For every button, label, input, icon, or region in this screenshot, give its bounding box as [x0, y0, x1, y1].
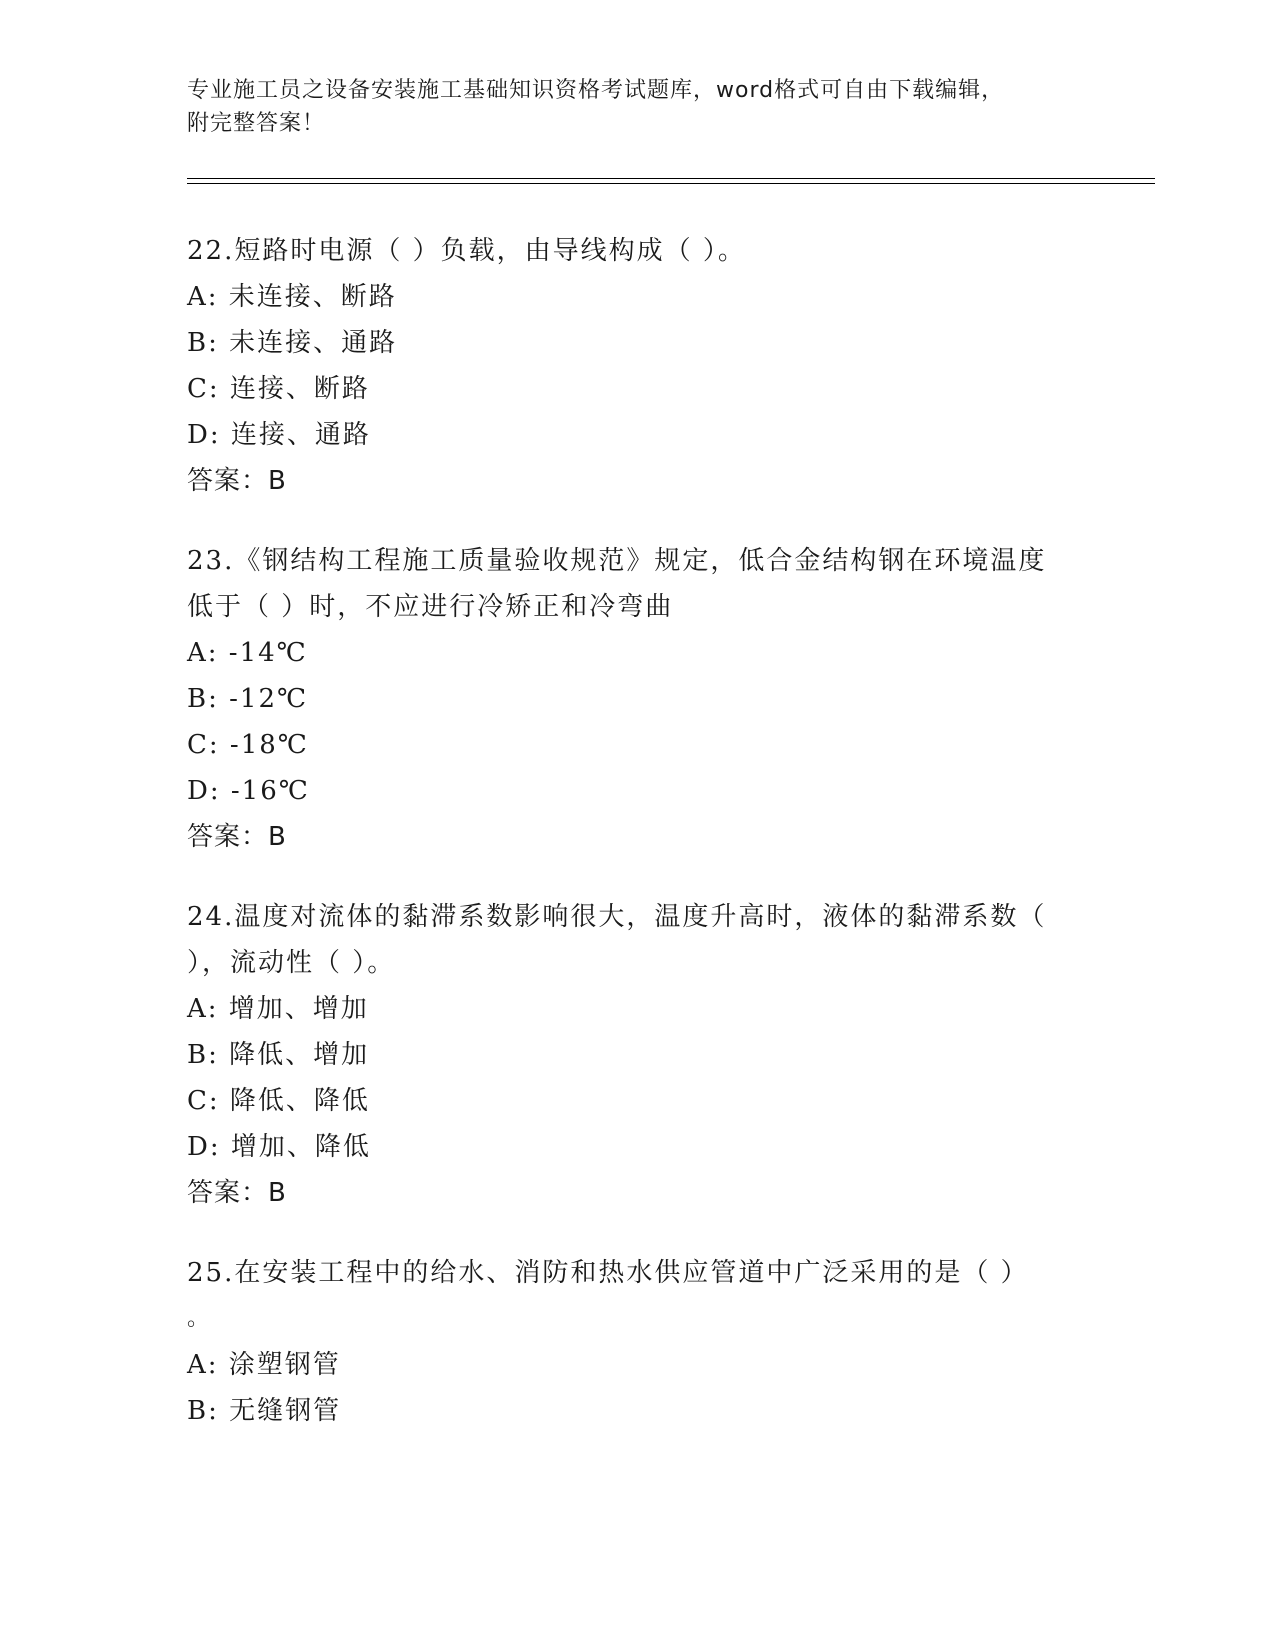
option-a: A: 增加、增加 [187, 994, 369, 1024]
option-b: B: 降低、增加 [187, 1040, 370, 1070]
question-24 [187, 894, 1087, 1216]
question-stem: 22.短路时电源（ ）负载，由导线构成（ ）。 [187, 236, 746, 266]
answer: 答案：B [187, 1178, 287, 1208]
option-a: A: 未连接、断路 [187, 282, 397, 312]
option-b: B: -12℃ [187, 684, 309, 714]
option-c: C: 连接、断路 [187, 374, 370, 404]
answer: 答案：B [187, 466, 287, 496]
question-22 [187, 228, 1087, 504]
option-b: B: 无缝钢管 [187, 1396, 342, 1426]
option-d: D: -16℃ [187, 776, 310, 806]
header-line-2: 附完整答案！ [187, 111, 326, 136]
option-b: B: 未连接、通路 [187, 328, 398, 358]
option-c: C: -18℃ [187, 730, 309, 760]
option-a: A: -14℃ [187, 638, 308, 668]
header-divider-bottom [187, 183, 1155, 184]
document-header [187, 74, 1087, 140]
question-stem: 23.《钢结构工程施工质量验收规范》规定，低合金结构钢在环境温度 [187, 546, 1047, 576]
option-d: D: 增加、降低 [187, 1132, 371, 1162]
answer: 答案：B [187, 822, 287, 852]
question-stem: 24.温度对流体的黏滞系数影响很大，温度升高时，液体的黏滞系数（ [187, 902, 1047, 932]
option-d: D: 连接、通路 [187, 420, 371, 450]
question-25 [187, 1250, 1087, 1434]
question-23 [187, 538, 1087, 860]
question-stem-continued: 。 [187, 1306, 210, 1331]
option-a: A: 涂塑钢管 [187, 1350, 341, 1380]
question-stem: 25.在安装工程中的给水、消防和热水供应管道中广泛采用的是（ ） [187, 1258, 1029, 1288]
header-divider-top [187, 178, 1155, 179]
question-stem-continued: ），流动性（ ）。 [187, 948, 396, 978]
header-line-1: 专业施工员之设备安装施工基础知识资格考试题库，word格式可自由下载编辑， [187, 78, 1005, 103]
option-c: C: 降低、降低 [187, 1086, 370, 1116]
question-stem-continued: 低于（ ）时，不应进行冷矫正和冷弯曲 [187, 592, 674, 622]
